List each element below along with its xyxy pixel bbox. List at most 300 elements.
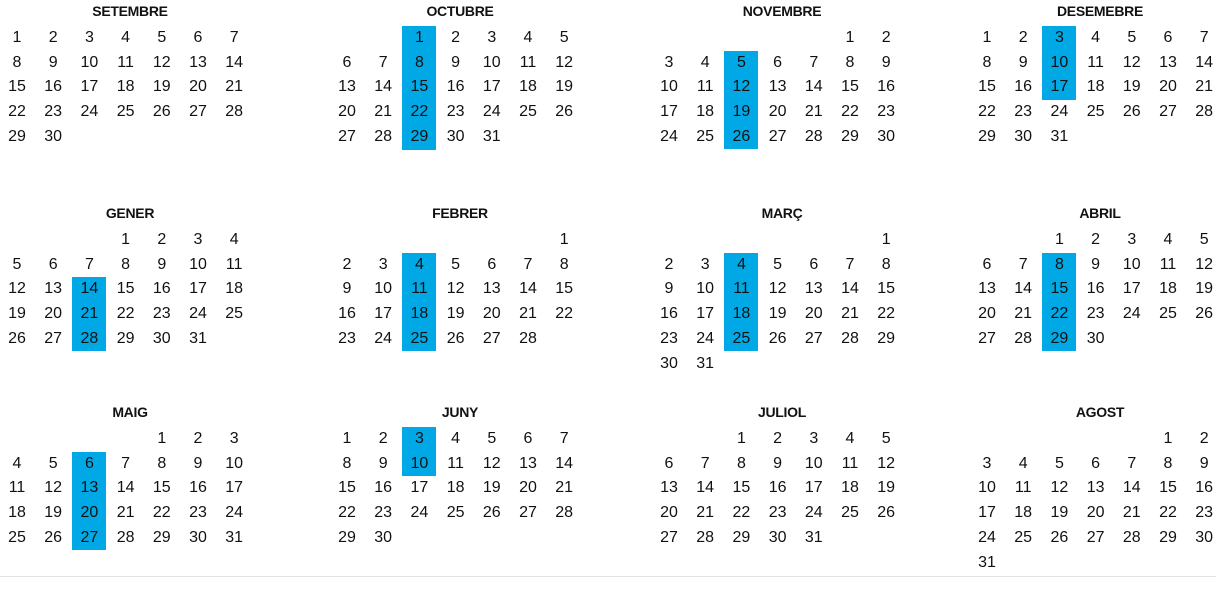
day-cell: 7 [845,255,855,273]
day-cell: 23 [374,504,393,522]
day-cell-highlighted: 11 [733,280,750,298]
day-cell: 9 [48,53,58,71]
day-cell: 26 [555,103,574,121]
day-cell: 6 [342,53,352,71]
day-cell: 28 [555,504,574,522]
day-cell: 25 [8,528,26,546]
day-cell: 5 [559,29,569,46]
day-cell: 9 [193,454,203,472]
day-cell-highlighted: 15 [1050,280,1069,298]
month-maig [0,404,260,607]
day-cell: 15 [841,78,859,96]
day-cell: 5 [157,29,167,46]
day-cell: 16 [877,78,896,96]
day-cell: 24 [804,504,823,522]
day-cell: 25 [519,103,537,121]
day-cell: 14 [1014,280,1033,298]
day-cell-highlighted: 28 [80,329,99,347]
day-cell: 12 [482,454,501,472]
month-title: SETEMBRE [92,3,168,19]
day-cell: 7 [1199,29,1209,46]
day-cell-highlighted: 5 [736,53,746,71]
day-cell: 22 [978,103,996,121]
day-cell: 16 [189,479,207,497]
day-cell: 26 [8,329,26,347]
day-cell: 15 [338,479,356,497]
day-cell: 7 [378,53,388,71]
day-cell: 23 [189,504,207,522]
day-cell: 10 [978,479,996,497]
day-cell: 13 [519,454,537,472]
day-cell: 22 [338,504,356,522]
day-cell: 16 [374,479,393,497]
day-cell: 22 [1159,504,1177,522]
day-cell: 12 [152,53,171,71]
day-cell: 3 [229,430,239,447]
day-cell: 7 [523,255,533,273]
day-cell: 19 [482,479,501,497]
day-cell: 18 [1086,78,1105,96]
day-cell: 26 [1122,103,1141,121]
day-cell: 20 [519,479,537,497]
day-cell: 2 [378,430,388,447]
day-cell: 6 [487,255,497,273]
day-cell: 17 [804,479,823,497]
day-cell: 18 [225,280,244,298]
day-cell: 7 [121,454,131,472]
day-cell: 12 [8,280,26,298]
month-days-grid [330,228,583,408]
month-days-grid [0,427,253,607]
month-days-grid [330,26,583,206]
day-cell: 20 [338,103,356,121]
day-cell: 10 [804,454,823,472]
day-cell: 22 [8,103,26,121]
day-cell: 25 [225,305,244,323]
day-cell: 22 [877,305,896,323]
month-agost [970,404,1216,607]
day-cell: 8 [845,53,855,71]
day-cell: 31 [804,528,823,546]
day-cell: 22 [116,305,135,323]
day-cell: 13 [482,280,501,298]
day-cell: 26 [446,329,465,347]
day-cell: 4 [121,29,131,46]
day-cell-highlighted: 8 [414,53,424,71]
day-cell: 8 [881,255,891,273]
day-cell: 11 [117,53,134,71]
day-cell: 13 [804,280,823,298]
month-desemebre [970,3,1216,206]
day-cell: 2 [1018,29,1028,46]
month-title: OCTUBRE [426,3,494,19]
month-title: JULIOL [758,404,806,420]
day-cell: 6 [48,255,58,273]
day-cell: 3 [84,29,94,46]
day-cell: 24 [80,103,99,121]
day-cell: 28 [374,127,393,145]
month-days-grid [970,26,1216,206]
day-cell: 5 [487,430,497,447]
day-cell: 2 [1091,231,1101,248]
day-cell: 4 [451,430,461,447]
day-cell: 6 [809,255,819,273]
day-cell: 18 [841,479,859,497]
day-cell: 29 [877,329,896,347]
day-cell: 13 [1086,479,1105,497]
day-cell-highlighted: 8 [1054,255,1064,273]
day-cell: 17 [374,305,393,323]
day-cell-highlighted: 4 [414,255,424,273]
day-cell: 11 [1014,479,1032,497]
day-cell: 4 [1018,454,1028,472]
day-cell: 4 [845,430,855,447]
day-cell: 23 [338,329,356,347]
day-cell: 31 [978,553,996,571]
day-cell: 21 [519,305,537,323]
day-cell: 22 [732,504,751,522]
day-cell: 27 [44,329,63,347]
day-cell: 26 [44,528,63,546]
day-cell: 22 [555,305,574,323]
day-cell: 5 [48,454,58,472]
day-cell: 26 [482,504,501,522]
day-cell: 29 [978,127,996,145]
day-cell: 6 [1091,454,1101,472]
month-title: MAIG [112,404,148,420]
day-cell: 10 [374,280,393,298]
day-cell: 30 [1195,528,1214,546]
day-cell: 30 [768,528,787,546]
day-cell: 15 [555,280,574,298]
day-cell: 11 [8,479,26,497]
day-cell-highlighted: 25 [732,329,751,347]
day-cell-highlighted: 3 [414,430,424,447]
day-cell: 9 [773,454,783,472]
day-cell: 23 [660,329,678,347]
day-cell: 24 [410,504,429,522]
day-cell: 30 [446,127,465,145]
day-cell-highlighted: 12 [732,78,751,96]
day-cell: 26 [877,504,896,522]
day-cell-highlighted: 29 [410,127,429,145]
day-cell: 28 [696,528,715,546]
day-cell: 28 [225,103,244,121]
day-cell: 13 [768,78,787,96]
day-cell: 19 [152,78,171,96]
day-cell: 31 [696,354,715,372]
day-cell: 17 [482,78,501,96]
day-cell: 7 [1127,454,1137,472]
day-cell: 3 [193,231,203,248]
day-cell: 1 [1054,231,1064,248]
day-cell: 24 [978,528,996,546]
day-cell: 1 [1163,430,1173,447]
day-cell: 17 [189,280,207,298]
day-cell: 10 [660,78,678,96]
day-cell: 15 [152,479,171,497]
day-cell: 13 [189,53,207,71]
day-cell: 20 [189,78,207,96]
day-cell: 16 [446,78,465,96]
day-cell: 29 [152,528,171,546]
day-cell: 4 [12,454,22,472]
day-cell-highlighted: 18 [410,305,429,323]
day-cell: 5 [1054,454,1064,472]
day-cell: 5 [12,255,22,273]
month-title: GENER [105,205,155,221]
month-juny [330,404,590,607]
day-cell: 30 [1086,329,1105,347]
month-novembre [652,3,912,206]
day-cell-highlighted: 14 [80,280,99,298]
day-cell: 15 [116,280,135,298]
day-cell: 3 [378,255,388,273]
day-cell: 14 [841,280,859,298]
day-cell: 12 [1195,255,1214,273]
month-gener [0,205,260,408]
day-cell: 1 [12,29,22,46]
day-cell: 11 [225,255,243,273]
day-cell: 16 [1086,280,1105,298]
day-cell-highlighted: 20 [80,504,99,522]
day-cell: 27 [1159,103,1177,121]
day-cell: 14 [374,78,393,96]
day-cell: 27 [768,127,787,145]
day-cell: 19 [768,305,787,323]
day-cell: 5 [1127,29,1137,46]
day-cell: 14 [804,78,823,96]
day-cell: 2 [1199,430,1209,447]
day-cell: 31 [189,329,207,347]
day-cell-highlighted: 22 [1050,305,1069,323]
day-cell: 24 [374,329,393,347]
day-cell: 16 [44,78,63,96]
day-cell: 3 [700,255,710,273]
day-cell: 19 [1195,280,1214,298]
day-cell: 21 [696,504,715,522]
day-cell: 15 [877,280,896,298]
day-cell: 1 [559,231,569,248]
day-cell-highlighted: 25 [410,329,429,347]
day-cell: 10 [189,255,207,273]
day-cell-highlighted: 10 [410,454,429,472]
day-cell: 17 [978,504,996,522]
day-cell-highlighted: 11 [411,280,428,298]
day-cell: 30 [877,127,896,145]
day-cell: 27 [519,504,537,522]
day-cell: 27 [1086,528,1105,546]
day-cell: 7 [700,454,710,472]
day-cell: 9 [157,255,167,273]
day-cell: 3 [982,454,992,472]
day-cell: 12 [768,280,787,298]
day-cell: 28 [116,528,135,546]
day-cell: 28 [1014,329,1033,347]
day-cell: 19 [555,78,574,96]
day-cell: 2 [881,29,891,46]
day-cell: 25 [1086,103,1105,121]
day-cell: 21 [225,78,244,96]
month-days-grid [0,26,253,206]
day-cell: 6 [982,255,992,273]
day-cell: 20 [1086,504,1105,522]
day-cell-highlighted: 27 [80,528,99,546]
day-cell: 27 [482,329,501,347]
day-cell: 21 [1195,78,1214,96]
day-cell: 18 [446,479,465,497]
month-octubre [330,3,590,206]
day-cell: 3 [1127,231,1137,248]
month-title: AGOST [1075,404,1125,420]
day-cell: 13 [978,280,996,298]
day-cell: 27 [660,528,678,546]
day-cell-highlighted: 4 [736,255,746,273]
day-cell-highlighted: 21 [80,305,99,323]
day-cell: 25 [1014,528,1033,546]
day-cell: 5 [451,255,461,273]
month-setembre [0,3,260,206]
day-cell: 2 [157,231,167,248]
day-cell: 26 [1195,305,1214,323]
day-cell: 16 [768,479,787,497]
day-cell: 19 [446,305,465,323]
month-days-grid [652,427,905,607]
day-cell-highlighted: 18 [732,305,751,323]
day-cell: 19 [1122,78,1141,96]
day-cell: 3 [487,29,497,46]
day-cell: 18 [1159,280,1177,298]
day-cell: 30 [660,354,678,372]
day-cell: 26 [768,329,787,347]
day-cell: 17 [696,305,715,323]
day-cell: 6 [193,29,203,46]
day-cell: 29 [338,528,356,546]
month-title: NOVEMBRE [742,3,822,19]
day-cell: 15 [732,479,751,497]
day-cell: 8 [559,255,569,273]
day-cell: 8 [982,53,992,71]
day-cell: 31 [482,127,501,145]
day-cell: 29 [841,127,859,145]
day-cell: 4 [1163,231,1173,248]
day-cell-highlighted: 29 [1050,329,1069,347]
day-cell: 13 [1159,53,1177,71]
day-cell: 12 [44,479,63,497]
day-cell-highlighted: 1 [414,29,424,46]
day-cell: 17 [225,479,244,497]
day-cell: 7 [229,29,239,46]
day-cell: 11 [1087,53,1104,71]
day-cell: 12 [1122,53,1141,71]
day-cell: 11 [447,454,464,472]
day-cell: 14 [225,53,244,71]
day-cell: 20 [768,103,787,121]
day-cell: 12 [555,53,574,71]
day-cell: 6 [523,430,533,447]
day-cell: 19 [44,504,63,522]
day-cell: 8 [1163,454,1173,472]
day-cell: 19 [877,479,896,497]
day-cell: 4 [700,53,710,71]
day-cell: 13 [338,78,356,96]
month-title: ABRIL [1079,205,1121,221]
day-cell: 21 [374,103,393,121]
day-cell: 10 [696,280,715,298]
day-cell: 6 [664,454,674,472]
day-cell: 17 [410,479,429,497]
day-cell: 23 [446,103,465,121]
month-days-grid [652,26,905,206]
day-cell: 19 [1050,504,1069,522]
day-cell: 2 [451,29,461,46]
day-cell: 3 [664,53,674,71]
day-cell: 5 [881,430,891,447]
day-cell: 28 [841,329,859,347]
day-cell: 4 [523,29,533,46]
month-març [652,205,912,408]
day-cell: 8 [736,454,746,472]
day-cell: 7 [84,255,94,273]
day-cell: 1 [736,430,746,447]
day-cell: 30 [374,528,393,546]
day-cell: 17 [660,103,678,121]
day-cell: 23 [1195,504,1214,522]
month-juliol [652,404,912,607]
month-days-grid [970,427,1216,607]
day-cell: 15 [1159,479,1177,497]
month-title: JUNY [441,404,479,420]
day-cell: 10 [1122,255,1141,273]
day-cell: 23 [1086,305,1105,323]
day-cell: 6 [773,53,783,71]
day-cell: 25 [696,127,715,145]
day-cell: 11 [841,454,859,472]
day-cell: 20 [660,504,678,522]
day-cell: 16 [1195,479,1214,497]
day-cell: 17 [1122,280,1141,298]
day-cell: 10 [482,53,501,71]
day-cell: 14 [696,479,715,497]
day-cell: 24 [660,127,678,145]
day-cell-highlighted: 15 [410,78,429,96]
day-cell: 1 [121,231,131,248]
day-cell: 27 [189,103,207,121]
day-cell: 12 [877,454,896,472]
day-cell: 13 [660,479,678,497]
day-cell: 25 [116,103,135,121]
day-cell: 4 [229,231,239,248]
day-cell: 9 [664,280,674,298]
day-cell: 24 [225,504,244,522]
day-cell: 12 [1050,479,1069,497]
day-cell: 18 [519,78,537,96]
day-cell-highlighted: 6 [84,454,94,472]
day-cell: 30 [1014,127,1033,145]
day-cell: 8 [342,454,352,472]
day-cell: 26 [152,103,171,121]
day-cell-highlighted: 3 [1054,29,1064,46]
bottom-divider [0,576,1216,577]
day-cell: 9 [1091,255,1101,273]
day-cell: 11 [519,53,537,71]
day-cell: 14 [519,280,537,298]
day-cell: 9 [378,454,388,472]
day-cell: 25 [1159,305,1177,323]
day-cell: 18 [696,103,715,121]
day-cell: 27 [978,329,996,347]
day-cell: 15 [8,78,26,96]
